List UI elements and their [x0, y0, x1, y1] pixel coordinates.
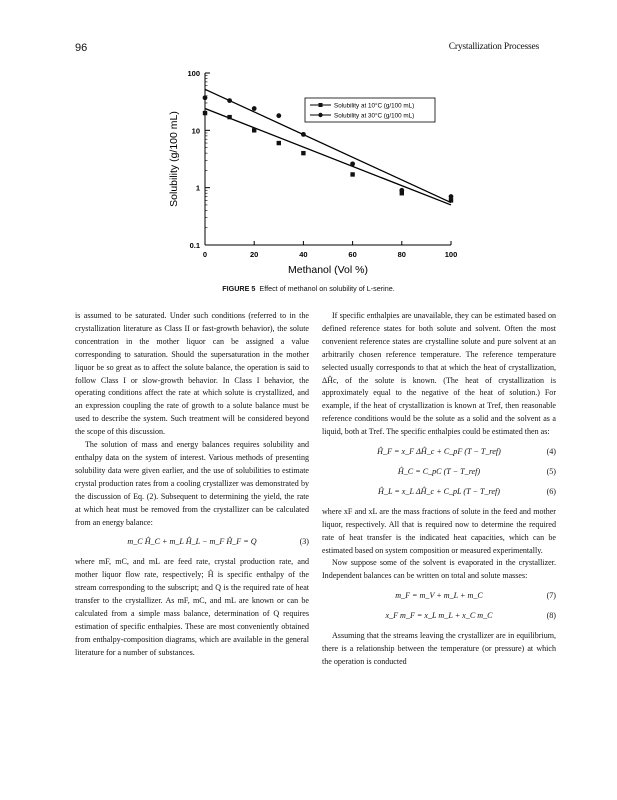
equation-text: x_F m_F = x_L m_L + x_C m_C [385, 611, 493, 621]
paragraph: where mF, mC, and mL are feed rate, crystal production rate, and mother liquor flow rate, respectively; Ĥ is specific enthalpy of the stream corresponding to the subscript; and Q is the required rate of heat transfer to the crystallizer. As mF, mC, and mL are known or can be calculated from a simple mass balance, determination of Q requires estimation of specific enthalpies. These are most conveniently obtained from enthalpy-composition diagrams, which are available in the general literature for a number of substances. [75, 557, 309, 657]
figure-label: FIGURE 5 [222, 284, 256, 293]
running-title: Crystallization Processes [448, 42, 539, 52]
equation-number: (6) [546, 486, 556, 496]
data-point [276, 113, 281, 118]
y-tick-label: 100 [187, 69, 200, 78]
data-point [203, 95, 208, 100]
equation-text: Ĥ_F = x_F ΔĤ_c + C_pF (T − T_ref) [377, 447, 501, 457]
paragraph: Now suppose some of the solvent is evaporated in the crystallizer. Independent balances can be written on total and solute masses: [322, 558, 556, 581]
equation-text: Ĥ_C = C_pC (T − T_ref) [397, 466, 481, 476]
data-point [277, 141, 281, 145]
data-point [301, 132, 306, 137]
equation-4 [322, 446, 556, 459]
y-axis-label: Solubility (g/100 mL) [168, 111, 180, 207]
paragraph: where xF and xL are the mass fractions of solute in the feed and mother liquor, respectively. All that is required now to determine the required rate of heat transfer is the indicated heat capacities, which can be estimated based on system composition or measured experimentally. [322, 506, 556, 555]
x-tick-label: 20 [250, 250, 259, 259]
equation-text: m_C Ĥ_C + m_L Ĥ_L − m_F Ĥ_F = Q [127, 537, 257, 547]
data-point [350, 161, 355, 166]
figure-caption [0, 284, 617, 293]
left-column [75, 310, 309, 660]
x-axis-label: Methanol (Vol %) [288, 264, 368, 276]
solubility-chart [0, 0, 617, 300]
equation-number: (5) [546, 466, 556, 476]
data-point [301, 151, 305, 155]
equation-number: (7) [546, 591, 556, 601]
data-point [227, 115, 231, 119]
equation-number: (3) [299, 537, 309, 547]
paragraph: Assuming that the streams leaving the crystallizer are in equilibrium, there is a relationship between the temperature (or pressure) at which the operation is conducted [322, 631, 556, 666]
figure-caption-text: Effect of methanol on solubility of L-serine. [259, 284, 395, 293]
data-point [252, 106, 257, 111]
paragraph: If specific enthalpies are unavailable, they can be estimated based on defined reference states for both solute and solvent. Often the most convenient reference states are crystalline solute and pure solvent at an arbitrarily chosen reference temperature. The reference temperature selected usually corresponds to that at which the heat of crystallization, ΔĤc, of the solute is known. (The heat of crystallization is approximately equal to the negative of the heat of solution.) For example, if the heat of crystallization is known at Tref, then reasonable reference conditions would be the solute as a solid and the solvent as a liquid, both at Tref. The specific enthalpies could be estimated then as: [322, 311, 556, 437]
x-tick-label: 80 [397, 250, 406, 259]
legend-marker [318, 113, 322, 117]
legend-label: Solubility at 10°C (g/100 mL) [334, 102, 415, 110]
right-column [322, 310, 556, 669]
paragraph: is assumed to be saturated. Under such conditions (referred to in the crystallization literature as Class II or fast-growth behavior), the solute concentration in the mother liquor can be assigned a value corresponding to saturation. Should the supersaturation in the mother liquor be so great as to affect the solute balance, the operation is said to follow Class I or slow-growth behavior. In Class I behavior, the operating conditions affect the rate at which solute is crystallized, and an expression coupling the rate of growth to a solute balance must be used to describe the system. Such treatment will be considered beyond the scope of this discussion. [75, 311, 309, 437]
equation-5 [322, 466, 556, 479]
page-number: 96 [75, 42, 88, 54]
equation-6 [322, 486, 556, 499]
paragraph: The solution of mass and energy balances requires solubility and enthalpy data on the system of interest. Various methods of presenting solubility data were given earlier, and the use of solubilities to estimate crystal production rates from a cooling crystallizer was demonstrated by the discussion of Eq. (2). Subsequent to determining the yield, the rate at which heat must be removed from the crystallizer can be calculated from an energy balance: [75, 440, 309, 527]
x-tick-label: 40 [299, 250, 308, 259]
equation-3 [75, 536, 309, 549]
data-point [252, 128, 256, 132]
data-point [399, 188, 404, 193]
equation-number: (4) [546, 447, 556, 457]
data-point [350, 172, 354, 176]
x-tick-label: 60 [348, 250, 357, 259]
y-tick-label: 0.1 [189, 241, 200, 250]
chart-legend [305, 98, 435, 122]
x-tick-label: 0 [202, 250, 208, 259]
legend-marker [319, 103, 323, 107]
equation-8 [322, 610, 556, 623]
legend-label: Solubility at 30°C (g/100 mL) [334, 112, 415, 120]
x-tick-label: 100 [444, 250, 458, 259]
equation-text: Ĥ_L = x_L ΔĤ_c + C_pL (T − T_ref) [378, 486, 500, 496]
equation-text: m_F = m_V + m_L + m_C [395, 591, 483, 601]
data-point [227, 98, 232, 103]
equation-number: (8) [546, 611, 556, 621]
equation-7 [322, 590, 556, 603]
y-tick-label: 10 [191, 126, 200, 136]
data-point [203, 111, 207, 115]
y-tick-label: 1 [195, 183, 200, 193]
data-point [449, 194, 454, 199]
fit-line [205, 109, 451, 205]
